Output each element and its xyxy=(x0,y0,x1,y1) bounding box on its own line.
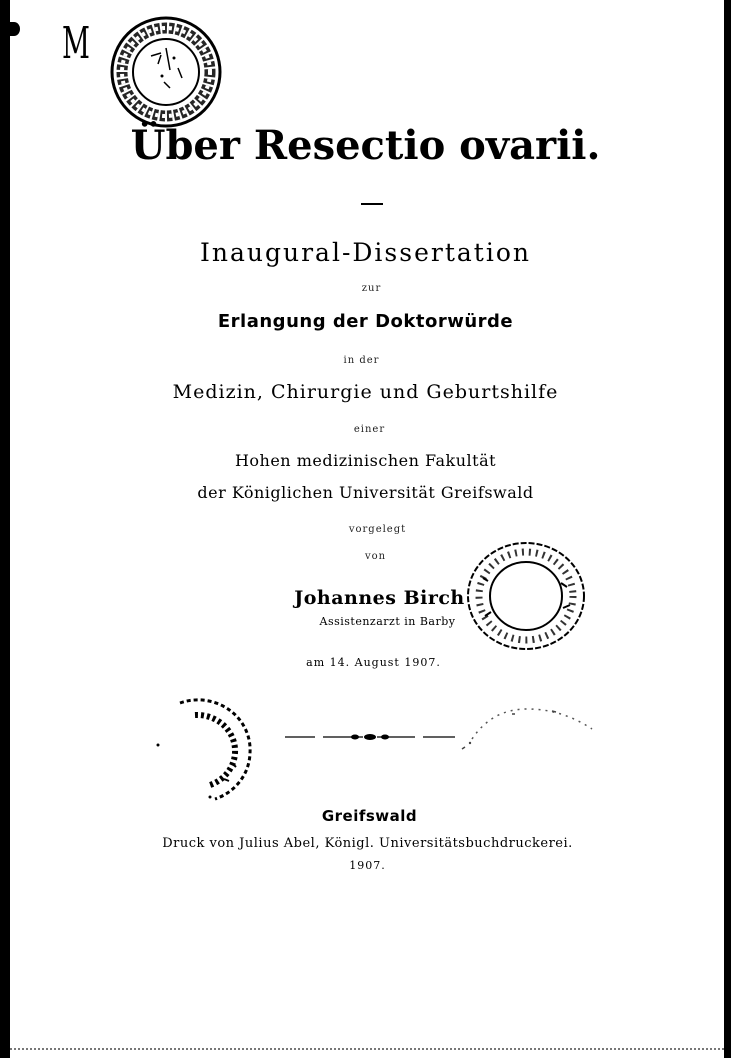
author-role: Assistenzarzt in Barby xyxy=(319,615,456,628)
library-stamp-seal xyxy=(106,12,226,132)
field-line: Medizin, Chirurgie und Geburtshilfe xyxy=(172,381,559,403)
faint-stamp-left xyxy=(140,693,260,805)
document-subtitle: Inaugural-Dissertation xyxy=(200,238,531,267)
connector-in-der: in der xyxy=(343,355,380,366)
connector-von: von xyxy=(364,551,387,562)
publication-year: 1907. xyxy=(349,859,386,872)
printer-line: Druck von Julius Abel, Königl. Universitätsbuchdruckerei. xyxy=(162,836,573,851)
shelf-mark: M xyxy=(62,18,89,69)
scan-edge-notch xyxy=(8,22,20,36)
title-divider xyxy=(361,203,383,205)
presentation-date: am 14. August 1907. xyxy=(306,656,441,669)
author-name: Johannes Birch xyxy=(294,587,465,609)
university-line: der Königlichen Universität Greifswald xyxy=(197,483,534,502)
connector-vorgelegt: vorgelegt xyxy=(348,524,407,535)
faint-stamp-right xyxy=(452,699,602,771)
purpose-line: Erlangung der Doktorwürde xyxy=(217,311,514,332)
publication-place: Greifswald xyxy=(321,807,418,825)
scan-bottom-edge xyxy=(10,1048,724,1053)
connector-zur: zur xyxy=(361,283,382,294)
connector-einer: einer xyxy=(353,424,386,435)
document-title: Über Resectio ovarii. xyxy=(130,122,601,169)
faculty-line: Hohen medizinischen Fakultät xyxy=(234,451,497,470)
ornament-divider xyxy=(285,727,455,747)
